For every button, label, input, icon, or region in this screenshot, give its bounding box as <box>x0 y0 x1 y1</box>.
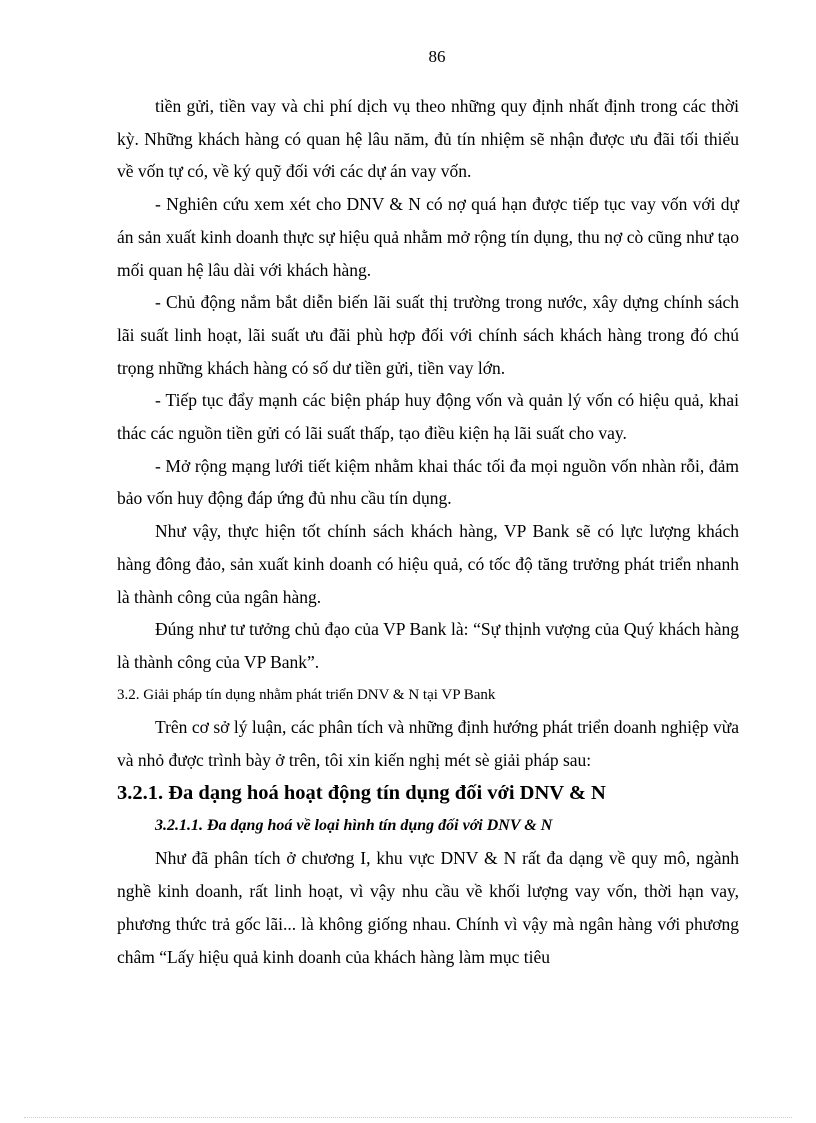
section-heading-3-2-1: 3.2.1. Đa dạng hoá hoạt động tín dụng đối với DNV & N <box>117 781 606 804</box>
paragraph-bullet-savings-network: - Mở rộng mạng lưới tiết kiệm nhằm khai thác tối đa mọi nguồn vốn nhàn rỗi, đảm bảo vốn huy động đáp ứng đủ nhu cầu tín dụng. <box>117 455 739 509</box>
section-heading-3-2: 3.2. Giải pháp tín dụng nhằm phát triển DNV & N tại VP Bank <box>117 686 496 703</box>
paragraph-continued: tiền gửi, tiền vay và chi phí dịch vụ theo những quy định nhất định trong các thời kỳ. Những khách hàng có quan hệ lâu năm, đủ tín nhiệm sẽ nhận được ưu đãi tối thiểu về vốn tự có, về ký quỹ đối với các dự án vay vốn. <box>117 96 739 182</box>
section-3-2-intro: Trên cơ sở lý luận, các phân tích và những định hướng phát triển doanh nghiệp vừa và nhỏ được trình bày ở trên, tôi xin kiến nghị mét sè giải pháp sau: <box>117 717 739 771</box>
paragraph-customer-policy: Như vậy, thực hiện tốt chính sách khách hàng, VP Bank sẽ có lực lượng khách hàng đông đảo, sản xuất kinh doanh có hiệu quả, có tốc độ tăng trưởng phát triển nhanh là thành công của ngân hàng. <box>117 521 739 607</box>
paragraph-bullet-overdue-debt: - Nghiên cứu xem xét cho DNV & N có nợ quá hạn được tiếp tục vay vốn với dự án sản xuất kinh doanh thực sự hiệu quả nhằm mở rộng tín dụng, thu nợ cò cũng như tạo mối quan hệ lâu dài với khách hàng. <box>117 194 739 280</box>
document-body <box>117 90 739 973</box>
page-number: 86 <box>428 47 446 66</box>
page-bottom-divider <box>24 1117 792 1118</box>
section-heading-3-2-1-1: 3.2.1.1. Đa dạng hoá về loại hình tín dụng đối với DNV & N <box>155 816 553 834</box>
paragraph-guiding-motto: Đúng như tư tưởng chủ đạo của VP Bank là: “Sự thịnh vượng của Quý khách hàng là thành công của VP Bank”. <box>117 619 739 672</box>
section-3-2-1-1-body: Như đã phân tích ở chương I, khu vực DNV & N rất đa dạng về quy mô, ngành nghề kinh doanh, rất linh hoạt, vì vậy nhu cầu về khối lượng vay vốn, thời hạn vay, phương thức trả gốc lãi... là không giống nhau. Chính vì vậy mà ngân hàng với phương châm “Lấy hiệu quả kinh doanh của khách hàng làm mục tiêu <box>117 848 739 967</box>
paragraph-bullet-interest-rate: - Chủ động nắm bắt diễn biến lãi suất thị trường trong nước, xây dựng chính sách lãi suất linh hoạt, lãi suất ưu đãi phù hợp đối với chính sách khách hàng trong đó chú trọng những khách hàng có số dư tiền gửi, tiền vay lớn. <box>117 292 739 378</box>
paragraph-bullet-capital-mobilization: - Tiếp tục đẩy mạnh các biện pháp huy động vốn và quản lý vốn có hiệu quả, khai thác các nguồn tiền gửi có lãi suất thấp, tạo điều kiện hạ lãi suất cho vay. <box>117 390 739 444</box>
